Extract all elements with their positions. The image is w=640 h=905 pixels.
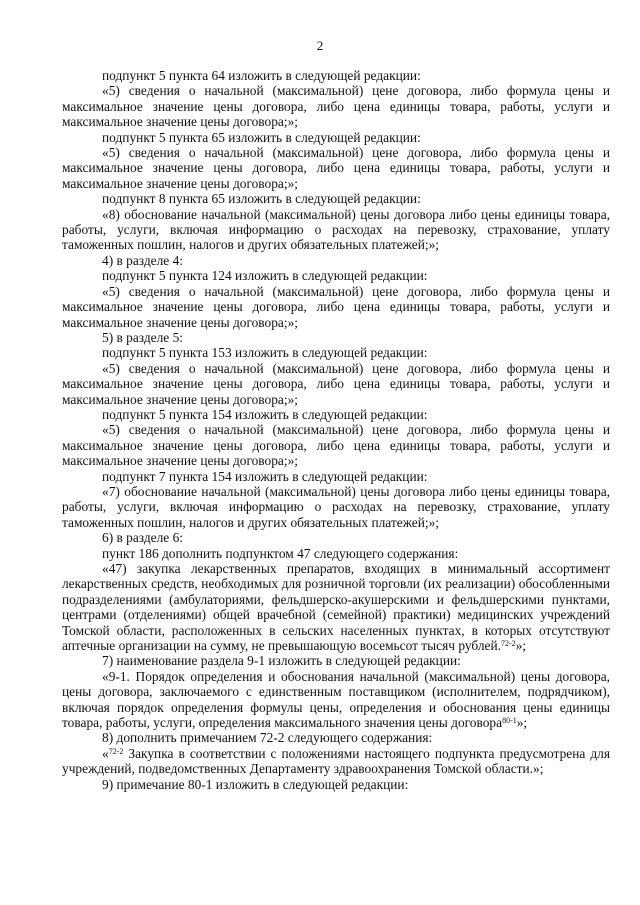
paragraph-text: подпункт 7 пункта 154 изложить в следующей редакции:: [102, 468, 428, 484]
paragraph: [62, 746, 610, 777]
paragraph-text: 7) наименование раздела 9-1 изложить в следующей редакции:: [102, 653, 461, 669]
paragraph: [62, 484, 610, 530]
footnote-mark: 80-1: [502, 716, 517, 726]
paragraph-text: подпункт 5 пункта 124 изложить в следующей редакции:: [102, 268, 428, 284]
paragraph-text: «: [102, 745, 109, 761]
paragraph: [62, 130, 610, 145]
paragraph: [62, 469, 610, 484]
paragraph-text: «5) сведения о начальной (максимальной) цене договора, либо формула цены и максимальное значение цены договора, либо цена единицы товара, работы, услуги и максимальное значение цены договора;»;: [62, 422, 610, 469]
page-number: 2: [316, 38, 324, 53]
paragraph: [62, 83, 610, 129]
paragraph-text: подпункт 8 пункта 65 изложить в следующей редакции:: [102, 191, 421, 207]
paragraph-text: Закупка в соответствии с положениями настоящего подпункта предусмотрена для учреждений, подведомственных Департаменту здравоохранения Томской области.»;: [62, 745, 610, 777]
paragraph: [62, 361, 610, 407]
paragraph-text: «9-1. Порядок определения и обоснования начальной (максимальной) цены договора, цены договора, заключаемого с единственным поставщиком (исполнителем, подрядчиком), включая порядок определения формулы цены, определения и обоснования цены единицы товара, работы, услуги, определения максимального значения цены договора: [62, 668, 610, 731]
paragraph-text: «5) сведения о начальной (максимальной) цене договора, либо формула цены и максимальное значение цены договора, либо цена единицы товара, работы, услуги и максимальное значение цены договора;»;: [62, 283, 610, 330]
paragraph-text: «5) сведения о начальной (максимальной) цене договора, либо формула цены и максимальное значение цены договора, либо цена единицы товара, работы, услуги и максимальное значение цены договора;»;: [62, 83, 610, 130]
paragraph: [62, 345, 610, 360]
paragraph: [62, 284, 610, 330]
paragraph-text: «47) закупка лекарственных препаратов, входящих в минимальный ассортимент лекарственных средств, необходимых для розничной торговли (их реализации) обособленными подразделениями (амбулаториями, фельдшерско-акушерскими и фельдшерскими пунктами, центрами (отделениями) общей врачебной (семейной) практики) медицинских учреждений Томской области, расположенных в сельских населенных пунктах, в которых отсутствуют аптечные организации на сумму, не превышающую восемьсот тысяч рублей.: [62, 561, 610, 654]
paragraph-text: 5) в разделе 5:: [102, 329, 184, 345]
footnote-mark: 72-2: [108, 746, 124, 756]
paragraph: [62, 407, 610, 422]
paragraph: [62, 546, 610, 561]
paragraph-text: 4) в разделе 4:: [102, 252, 184, 268]
paragraph-text: 9) примечание 80-1 изложить в следующей редакции:: [102, 776, 409, 792]
paragraph-text: подпункт 5 пункта 154 изложить в следующей редакции:: [102, 406, 428, 422]
paragraph: [62, 268, 610, 283]
paragraph: [62, 191, 610, 206]
paragraph: [62, 561, 610, 653]
paragraph-text: пункт 186 дополнить подпунктом 47 следующего содержания:: [102, 545, 459, 561]
paragraph: [62, 207, 610, 253]
paragraph: [62, 145, 610, 191]
paragraph-text: 8) дополнить примечанием 72-2 следующего содержания:: [102, 730, 433, 746]
paragraph-text: 6) в разделе 6:: [102, 530, 184, 546]
paragraph: [62, 253, 610, 268]
paragraph: [62, 669, 610, 731]
paragraph: [62, 653, 610, 668]
paragraph: [62, 68, 610, 83]
paragraph: [62, 777, 610, 792]
paragraph-text: подпункт 5 пункта 153 изложить в следующей редакции:: [102, 345, 428, 361]
footnote-mark: 72-2: [501, 639, 516, 649]
paragraph: [62, 530, 610, 545]
paragraph-text: »;: [515, 638, 527, 654]
paragraph: [62, 422, 610, 468]
paragraph-text: «8) обоснование начальной (максимальной) цены договора либо цены единицы товара, работы, услуги, включая информацию о расходах на перевозку, страхование, уплату таможенных пошлин, налогов и других обязательных платежей;»;: [62, 206, 610, 253]
paragraph: [62, 330, 610, 345]
paragraph-text: подпункт 5 пункта 64 изложить в следующей редакции:: [102, 68, 421, 83]
document-body: [62, 68, 610, 792]
paragraph-text: «5) сведения о начальной (максимальной) цене договора, либо формула цены и максимальное значение цены договора, либо цена единицы товара, работы, услуги и максимальное значение цены договора;»;: [62, 145, 610, 191]
paragraph-text: подпункт 5 пункта 65 изложить в следующей редакции:: [102, 129, 421, 145]
paragraph-text: »;: [516, 715, 528, 731]
paragraph-text: «5) сведения о начальной (максимальной) цене договора, либо формула цены и максимальное значение цены договора, либо цена единицы товара, работы, услуги и максимальное значение цены договора;»;: [62, 360, 610, 407]
paragraph: [62, 730, 610, 745]
paragraph-text: «7) обоснование начальной (максимальной) цены договора либо цены единицы товара, работы, услуги, включая информацию о расходах на перевозку, страхование, уплату таможенных пошлин, налогов и других обязательных платежей;»;: [62, 483, 610, 530]
